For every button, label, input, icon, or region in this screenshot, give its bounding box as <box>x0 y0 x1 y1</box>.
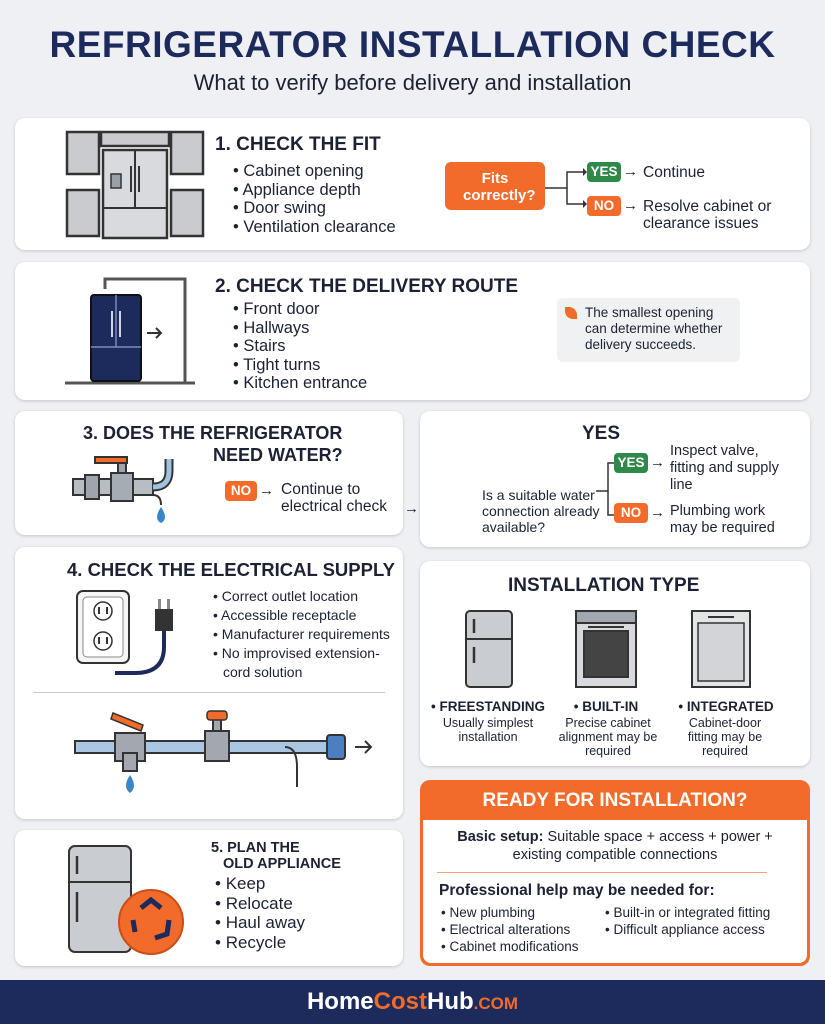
fit-no-text: Resolve cabinet or clearance issues <box>643 198 772 232</box>
pro-title: Professional help may be needed for: <box>439 882 715 899</box>
water-valve-icon <box>65 451 195 531</box>
divider <box>437 872 767 873</box>
fit-question-box: Fits correctly? <box>445 162 545 210</box>
route-list <box>233 300 367 393</box>
list-item: • Correct outlet location <box>213 587 393 606</box>
route-heading: 2. CHECK THE DELIVERY ROUTE <box>215 276 518 297</box>
list-item: • Electrical alterations <box>441 921 579 938</box>
water-no-badge: NO <box>225 481 257 501</box>
water-inner-yes-badge: YES <box>614 453 648 473</box>
water-card <box>15 411 403 535</box>
list-item: • Appliance depth <box>233 181 396 200</box>
page-title: REFRIGERATOR INSTALLATION CHECK <box>49 24 776 65</box>
list-item: • Front door <box>233 300 367 319</box>
pro-list-right <box>605 904 770 938</box>
type-integrated: • INTEGRATED <box>678 699 774 714</box>
electrical-list <box>213 587 393 682</box>
route-note <box>557 298 740 362</box>
fit-yes-text: Continue <box>643 164 706 181</box>
water-panel-title: YES <box>582 423 621 444</box>
brand-hub: Hub <box>426 988 474 1015</box>
fit-list <box>233 162 396 236</box>
arrow-icon: → <box>259 482 274 499</box>
water-inner-yes-text: Inspect valve, fitting and supply line <box>670 443 779 493</box>
ready-title: READY FOR INSTALLATION? <box>482 790 748 811</box>
route-note-text: The smallest opening can determine whether delivery succeeds. <box>585 305 723 352</box>
integrated-appliance-icon <box>690 609 752 689</box>
branch-connector <box>545 170 585 210</box>
list-item: • Ventilation clearance <box>233 218 396 237</box>
arrow-icon: → <box>650 504 665 521</box>
list-item: • Stairs <box>233 337 367 356</box>
footer-brand[interactable] <box>0 980 825 1024</box>
plumbing-pipe-icon <box>75 707 375 807</box>
list-item: • Difficult appliance access <box>605 921 770 938</box>
arrow-icon: → <box>650 454 665 471</box>
list-item: • Tight turns <box>233 356 367 375</box>
arrow-icon: → <box>623 163 638 180</box>
list-item: • No improvised extension-cord solution <box>213 644 393 682</box>
type-built-in: • BUILT-IN <box>573 699 639 714</box>
basic-setup-text: Suitable space + access + power + existing compatible connections <box>512 829 773 863</box>
water-question: Is a suitable water connection already available? <box>482 487 600 535</box>
fit-heading: 1. CHECK THE FIT <box>215 134 381 155</box>
list-item: • Hallways <box>233 319 367 338</box>
list-item: • Keep <box>215 874 305 894</box>
freestanding-fridge-icon <box>464 609 514 689</box>
type-freestanding: • FREESTANDING <box>431 699 545 714</box>
fit-yes-badge: YES <box>587 162 621 182</box>
old-appliance-card <box>15 830 403 966</box>
list-item: • Cabinet opening <box>233 162 396 181</box>
water-heading-line1: 3. DOES THE REFRIGERATOR <box>83 423 343 443</box>
brand-cost: Cost <box>373 988 427 1015</box>
fit-no-badge: NO <box>587 196 621 216</box>
list-item: • Door swing <box>233 199 396 218</box>
route-card <box>15 262 810 400</box>
old-appliance-heading-line2: OLD APPLIANCE <box>223 856 341 872</box>
water-no-text: Continue to electrical check <box>281 481 387 515</box>
fit-card <box>15 118 810 250</box>
old-appliance-heading-line1: 5. PLAN THE <box>211 840 300 856</box>
ready-card <box>420 780 810 966</box>
list-item: • Built-in or integrated fitting <box>605 904 770 921</box>
list-item: • Cabinet modifications <box>441 938 579 955</box>
arrow-icon: → <box>623 197 638 214</box>
pro-list-left <box>441 904 579 955</box>
water-inner-no-text: Plumbing work may be required <box>670 503 775 536</box>
kitchen-cabinet-icon <box>65 130 207 240</box>
leaf-icon <box>565 307 577 319</box>
brand-home: Home <box>306 988 374 1015</box>
type-integrated-desc: Cabinet-door fitting may be required <box>687 716 763 758</box>
brand-com: .COM <box>473 994 519 1013</box>
list-item: • Manufacturer requirements <box>213 625 393 644</box>
arrow-icon: → <box>404 500 419 517</box>
installation-card <box>420 561 810 766</box>
electrical-heading: 4. CHECK THE ELECTRICAL SUPPLY <box>67 559 395 580</box>
electrical-card <box>15 547 403 819</box>
type-built-in-desc: Precise cabinet alignment may be required <box>558 716 658 758</box>
list-item: • Accessible receptacle <box>213 606 393 625</box>
water-heading-line2: NEED WATER? <box>213 445 343 465</box>
list-item: • Relocate <box>215 894 305 914</box>
basic-setup-label: Basic setup: <box>457 829 544 845</box>
old-fridge-recycle-icon <box>63 842 193 957</box>
list-item: • New plumbing <box>441 904 579 921</box>
list-item: • Kitchen entrance <box>233 374 367 393</box>
old-appliance-list <box>215 874 305 952</box>
page-subtitle: What to verify before delivery and installation <box>193 70 632 95</box>
water-yes-panel <box>420 411 810 547</box>
built-in-oven-icon <box>574 609 638 689</box>
water-inner-no-badge: NO <box>614 503 648 523</box>
type-freestanding-desc: Usually simplest installation <box>442 716 534 744</box>
ready-body <box>423 820 807 963</box>
basic-setup <box>433 828 797 864</box>
outlet-plug-icon <box>75 587 215 682</box>
list-item: • Haul away <box>215 913 305 933</box>
fridge-doorway-icon <box>65 277 195 387</box>
installation-title: INSTALLATION TYPE <box>508 575 700 596</box>
divider <box>33 692 385 693</box>
list-item: • Recycle <box>215 933 305 953</box>
